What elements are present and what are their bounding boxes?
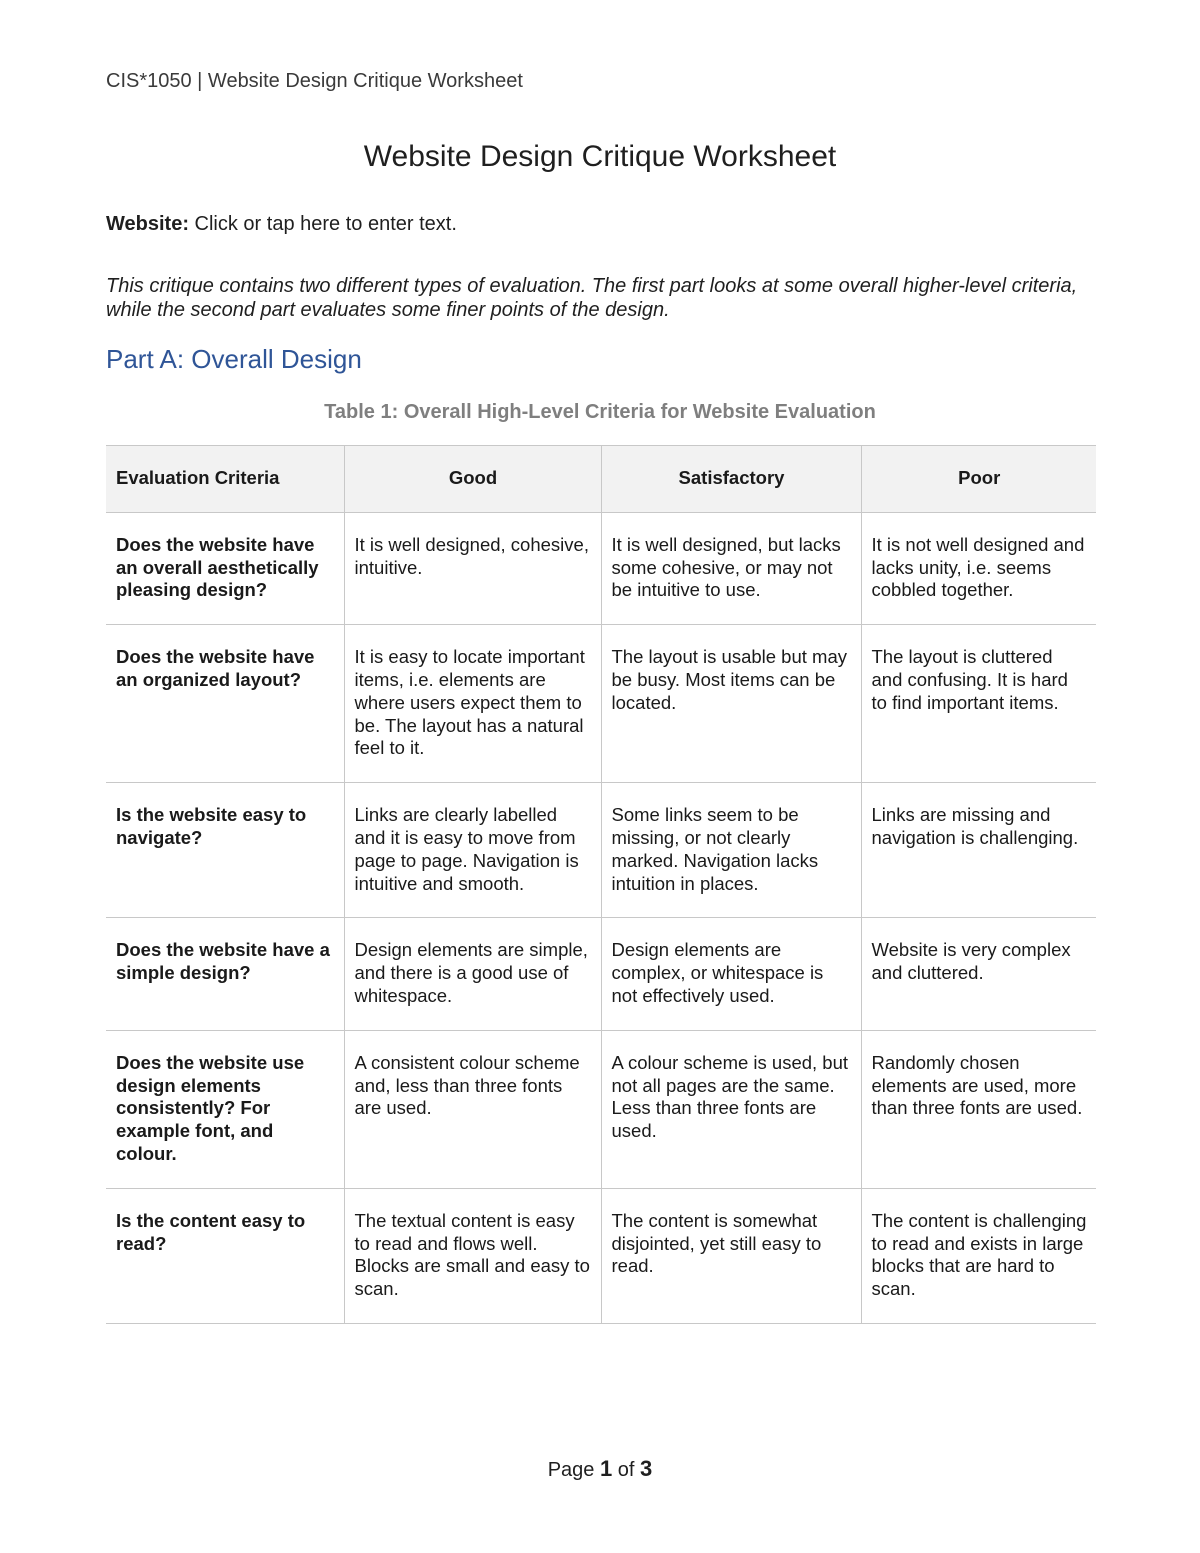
page-word: Page — [547, 1459, 595, 1481]
header-poor: Poor — [861, 446, 1096, 513]
website-label: Website: — [106, 213, 189, 235]
satisfactory-cell: Some links seem to be missing, or not clearly marked. Navigation lacks intuition in places. — [601, 783, 861, 918]
good-cell: It is easy to locate important items, i.e. elements are where users expect them to be. The layout has a natural feel to it. — [344, 625, 601, 783]
satisfactory-cell: A colour scheme is used, but not all pages are the same. Less than three fonts are used. — [601, 1030, 861, 1188]
section-a-heading: Part A: Overall Design — [106, 344, 362, 374]
good-cell: A consistent colour scheme and, less than three fonts are used. — [344, 1030, 601, 1188]
header-evaluation-criteria: Evaluation Criteria — [106, 446, 344, 513]
website-input[interactable]: Click or tap here to enter text. — [194, 213, 457, 235]
document-title: Website Design Critique Worksheet — [363, 140, 837, 173]
good-cell: It is well designed, cohesive, intuitive. — [344, 512, 601, 624]
header-satisfactory: Satisfactory — [601, 446, 861, 513]
criteria-cell: Does the website have an organized layout? — [106, 625, 344, 783]
table-row — [106, 625, 1096, 783]
criteria-table — [106, 445, 1096, 1324]
table-row — [106, 918, 1096, 1030]
table-row — [106, 1188, 1096, 1323]
criteria-cell: Is the website easy to navigate? — [106, 783, 344, 918]
satisfactory-cell: The content is somewhat disjointed, yet still easy to read. — [601, 1188, 861, 1323]
criteria-cell: Does the website use design elements consistently? For example font, and colour. — [106, 1030, 344, 1188]
criteria-cell: Does the website have an overall aesthetically pleasing design? — [106, 512, 344, 624]
table-row — [106, 1030, 1096, 1188]
total-page-number: 3 — [640, 1456, 653, 1481]
satisfactory-cell: It is well designed, but lacks some cohesive, or may not be intuitive to use. — [601, 512, 861, 624]
satisfactory-cell: The layout is usable but may be busy. Most items can be located. — [601, 625, 861, 783]
table-row — [106, 783, 1096, 918]
table-caption: Table 1: Overall High-Level Criteria for Website Evaluation — [324, 401, 876, 423]
criteria-cell: Is the content easy to read? — [106, 1188, 344, 1323]
criteria-cell: Does the website have a simple design? — [106, 918, 344, 1030]
current-page-number: 1 — [599, 1456, 613, 1481]
header-good: Good — [344, 446, 601, 513]
poor-cell: The layout is cluttered and confusing. It is hard to find important items. — [861, 625, 1096, 783]
poor-cell: Randomly chosen elements are used, more than three fonts are used. — [861, 1030, 1096, 1188]
page-header: CIS*1050 | Website Design Critique Worksheet — [106, 70, 523, 92]
satisfactory-cell: Design elements are complex, or whitespace is not effectively used. — [601, 918, 861, 1030]
intro-paragraph: This critique contains two different types of evaluation. The first part looks at some overall higher-level criteria, while the second part evaluates some finer points of the design. — [106, 275, 1078, 321]
good-cell: The textual content is easy to read and flows well. Blocks are small and easy to scan. — [344, 1188, 601, 1323]
page-footer — [0, 1456, 1200, 1482]
good-cell: Links are clearly labelled and it is easy to move from page to page. Navigation is intuitive and smooth. — [344, 783, 601, 918]
of-word: of — [617, 1459, 635, 1481]
website-field — [106, 213, 457, 236]
table-row — [106, 512, 1096, 624]
poor-cell: Website is very complex and cluttered. — [861, 918, 1096, 1030]
table-header-row — [106, 446, 1096, 513]
poor-cell: The content is challenging to read and exists in large blocks that are hard to scan. — [861, 1188, 1096, 1323]
poor-cell: It is not well designed and lacks unity, i.e. seems cobbled together. — [861, 512, 1096, 624]
good-cell: Design elements are simple, and there is a good use of whitespace. — [344, 918, 601, 1030]
poor-cell: Links are missing and navigation is challenging. — [861, 783, 1096, 918]
